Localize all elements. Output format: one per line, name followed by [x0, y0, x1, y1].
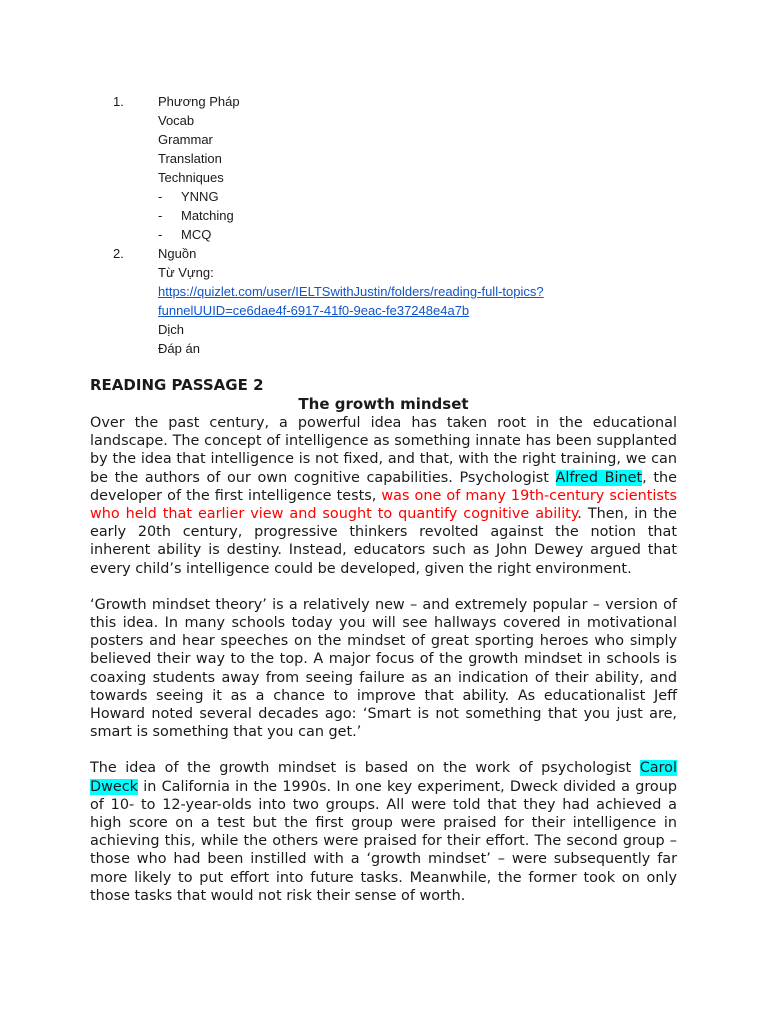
highlighted-name: Carol Dweck	[90, 760, 677, 795]
list-item[interactable]	[0, 301, 768, 320]
list-item	[0, 263, 768, 282]
dash-bullet: -	[158, 208, 163, 223]
paragraph-text: , the developer of the first intelligence tests,	[90, 469, 677, 504]
list-text: Techniques	[158, 170, 224, 185]
paragraph-text: Over the past century, a powerful idea has taken root in the educational landscape. The concept of intelligence as something innate has been supplanted by the idea that intelligence is not fixed, and that, with the right training, we can be the authors of our own cognitive capabilities. Psychologist	[90, 415, 677, 486]
paragraph-1	[90, 414, 677, 578]
list-item	[0, 168, 768, 187]
list-text: Đáp án	[158, 341, 200, 356]
technique-item	[0, 187, 768, 206]
paragraph-text: The idea of the growth mindset is based on the work of psychologist	[90, 760, 640, 777]
paragraph-2: ‘Growth mindset theory’ is a relatively new – and extremely popular – version of this idea. In many schools today you will see hallways covered in motivational posters and hear speeches on the mindset of great sporting heroes who simply believed their way to the top. A major focus of the growth mindset in schools is coaxing students away from seeing failure as an indication of their ability, and towards seeing it as a chance to improve that ability. As educationalist Jeff Howard noted several decades ago: ‘Smart is not something that you just are, smart is something that you can get.’	[90, 596, 677, 741]
reading-passage	[90, 376, 677, 905]
paragraph-gap	[90, 741, 677, 759]
list-item[interactable]	[0, 282, 768, 301]
list-text: Phương Pháp	[158, 94, 240, 109]
dash-bullet: -	[158, 189, 163, 204]
dash-bullet: -	[158, 227, 163, 242]
list-number: 2.	[113, 246, 124, 261]
list-text: Translation	[158, 151, 222, 166]
technique-label: YNNG	[181, 189, 219, 204]
quizlet-link-line2[interactable]: funnelUUID=ce6dae4f-6917-41f0-9eac-fe37248e4a7b	[158, 303, 470, 318]
list-text: Nguồn	[158, 246, 197, 261]
paragraph-gap	[90, 578, 677, 596]
vocab-label: Từ Vựng:	[158, 265, 214, 280]
highlighted-name: Alfred Binet	[555, 469, 643, 486]
passage-title: The growth mindset	[298, 395, 469, 413]
technique-item	[0, 225, 768, 244]
list-number: 1.	[113, 94, 124, 109]
paragraph-text: . Then, in the early 20th century, progressive thinkers revolted against the notion that inherent ability is destiny. Instead, educators such as John Dewey argued that every child’s intelligence could be developed, given the right environment.	[90, 506, 677, 577]
list-text: Dịch	[158, 322, 185, 337]
outline-item-1	[0, 92, 768, 111]
list-item	[0, 320, 768, 339]
technique-item	[0, 206, 768, 225]
list-item	[0, 111, 768, 130]
outline-list	[0, 92, 768, 358]
paragraph-3	[90, 759, 677, 905]
list-item	[0, 339, 768, 358]
outline-item-2	[0, 244, 768, 263]
passage-heading: READING PASSAGE 2	[90, 376, 264, 394]
list-text: Vocab	[158, 113, 195, 128]
list-item	[0, 130, 768, 149]
quizlet-link-line1[interactable]: https://quizlet.com/user/IELTSwithJustin/folders/reading-full-topics?	[158, 284, 544, 299]
paragraph-text: in California in the 1990s. In one key experiment, Dweck divided a group of 10- to 12-year-olds into two groups. All were told that they had achieved a high score on a test but the first group were praised for their intelligence in achieving this, while the others were praised for their effort. The second group – those who had been instilled with a ‘growth mindset’ – were subsequently far more likely to put effort into future tasks. Meanwhile, the former took on only those tasks that would not risk their sense of worth.	[90, 778, 677, 904]
list-item	[0, 149, 768, 168]
technique-label: MCQ	[181, 227, 212, 242]
list-text: Grammar	[158, 132, 213, 147]
technique-label: Matching	[181, 208, 234, 223]
red-highlighted-text: was one of many 19th-century scientists who held that earlier view and sought to quantify cognitive ability	[90, 487, 678, 523]
